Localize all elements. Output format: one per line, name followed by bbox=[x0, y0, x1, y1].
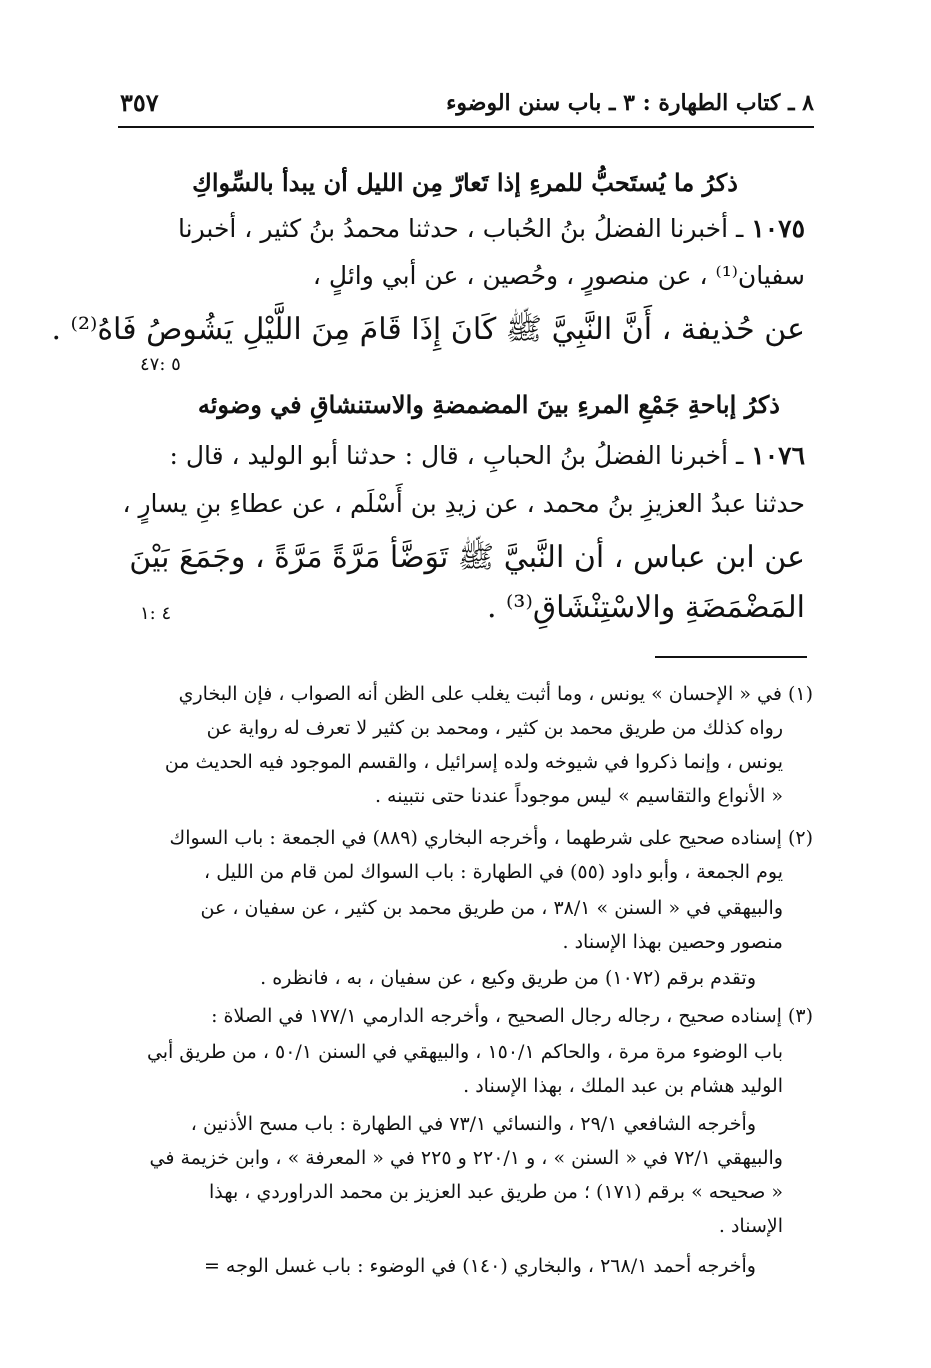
footnote-1-line-2: رواه كذلك من طريق محمد بن كثير ، ومحمد بن كثير لا تعرف له رواية عن bbox=[206, 717, 783, 739]
hadith-1076-text-1: أخبرنا الفضلُ بنُ الحبابِ ، قال : حدثنا أبو الوليد ، قال : bbox=[169, 441, 729, 470]
hadith-1076-line-2: حدثنا عبدُ العزيزِ بنُ محمد ، عن زيدِ بن أَسْلَم ، عن عطاءِ بنِ يسارٍ ، bbox=[122, 489, 805, 518]
footnote-2-line-1: (٢) إسناده صحيح على شرطهما ، وأخرجه البخاري (٨٨٩) في الجمعة : باب السواك bbox=[169, 827, 813, 849]
hadith-number-1076: ١٠٧٦ bbox=[751, 441, 805, 470]
footnote-2-line-3: والبيهقي في « السنن » ٣٨/١ ، من طريق محمد بن كثير ، عن سفيان ، عن bbox=[200, 897, 783, 919]
footnote-3-line-3: الوليد هشام بن عبد الملك ، بهذا الإسناد . bbox=[463, 1075, 783, 1097]
hadith-1075-text-1: أخبرنا الفضلُ بنُ الحُباب ، حدثنا محمدُ بنُ كثير ، أخبرنا bbox=[178, 214, 729, 243]
section-heading-2: ذكرُ إباحةِ جَمْعِ المرءِ بينَ المضمضةِ والاستنشاقِ في وضوئه bbox=[197, 390, 780, 419]
footnote-3-line-8: وأخرجه أحمد ٢٦٨/١ ، والبخاري (١٤٠) في الوضوء : باب غسل الوجه = bbox=[203, 1255, 756, 1277]
hadith-1075-line-1: ١٠٧٥ ـ أخبرنا الفضلُ بنُ الحُباب ، حدثنا محمدُ بنُ كثير ، أخبرنا bbox=[178, 214, 805, 243]
hadith-1076-line-3: عن ابن عباس ، أن النَّبيَّ ﷺ تَوَضَّأ مَرَّةً مَرَّةً ، وجَمَعَ بَيْنَ bbox=[129, 540, 805, 575]
footnote-1-line-3: يونس ، وإنما ذكروا في شيوخه ولده إسرائيل ، والقسم الموجود فيه الحديث من bbox=[164, 751, 783, 773]
footnote-3-line-5: والبيهقي ٧٢/١ في « السنن » ، و ٢٢٠/١ و ٢٢٥ في « المعرفة » ، وابن خزيمة في bbox=[149, 1147, 783, 1169]
hadith-1076-line-4: المَضْمَضَةِ والاسْتِنْشَاقِ⁽³⁾ . bbox=[486, 590, 805, 625]
hadith-1075-line-3: عن حُذيفة ، أَنَّ النَّبِيَّ ﷺ كَانَ إِذَا قَامَ مِنَ اللَّيْلِ يَشُوصُ فَاهُ⁽²⁾ . bbox=[51, 312, 805, 347]
footnote-3-line-4: وأخرجه الشافعي ٢٩/١ ، والنسائي ٧٣/١ في الطهارة : باب مسح الأذنين ، bbox=[190, 1113, 756, 1135]
footnote-separator bbox=[655, 656, 807, 658]
footnote-3-line-6: « صحيحه » برقم (١٧١) ؛ من طريق عبد العزيز بن محمد الدراوردي ، بهذا bbox=[208, 1181, 783, 1203]
hadith-1076-line-1: ١٠٧٦ ـ أخبرنا الفضلُ بنُ الحبابِ ، قال : حدثنا أبو الوليد ، قال : bbox=[169, 441, 805, 470]
hadith-number-1075: ١٠٧٥ bbox=[751, 214, 805, 243]
footnote-2-line-2: يوم الجمعة ، وأبو داود (٥٥) في الطهارة : باب السواك لمن قام من الليل ، bbox=[204, 861, 783, 883]
hadith-1075-ref: ٥ :٤٧ bbox=[140, 354, 181, 375]
section-heading-1: ذكرُ ما يُستَحبُّ للمرءِ إذا تَعارّ مِن الليل أن يبدأ بالسِّواكِ bbox=[192, 168, 738, 197]
page-number: ٣٥٧ bbox=[120, 88, 159, 117]
footnote-3-line-1: (٣) إسناده صحيح ، رجاله رجال الصحيح ، وأخرجه الدارمي ١٧٧/١ في الصلاة : bbox=[211, 1005, 813, 1027]
footnote-1-line-1: (١) في « الإحسان » يونس ، وما أثبت يغلب على الظن أنه الصواب ، فإن البخاري bbox=[178, 683, 813, 705]
running-title: ٨ ـ كتاب الطهارة : ٣ ـ باب سنن الوضوء bbox=[446, 90, 814, 116]
footnote-2-line-5: وتقدم برقم (١٠٧٢) من طريق وكيع ، عن سفيان ، به ، فانظره . bbox=[260, 967, 756, 989]
footnote-3-line-2: باب الوضوء مرة مرة ، والحاكم ١٥٠/١ ، والبيهقي في السنن ٥٠/١ ، من طريق أبي bbox=[146, 1041, 783, 1063]
hadith-1075-line-2: سفيان⁽¹⁾ ، عن منصورٍ ، وحُصين ، عن أبي وائلٍ ، bbox=[312, 261, 805, 290]
footnote-1-line-4: « الأنواع والتقاسيم » ليس موجوداً عندنا حتى نتبينه . bbox=[374, 785, 783, 807]
footnote-3-line-7: الإسناد . bbox=[718, 1215, 783, 1237]
header-rule bbox=[118, 126, 814, 128]
running-head bbox=[118, 88, 814, 128]
footnote-2-line-4: منصور وحصين بهذا الإسناد . bbox=[562, 931, 783, 953]
hadith-1076-ref: ٤ :١ bbox=[140, 603, 172, 624]
